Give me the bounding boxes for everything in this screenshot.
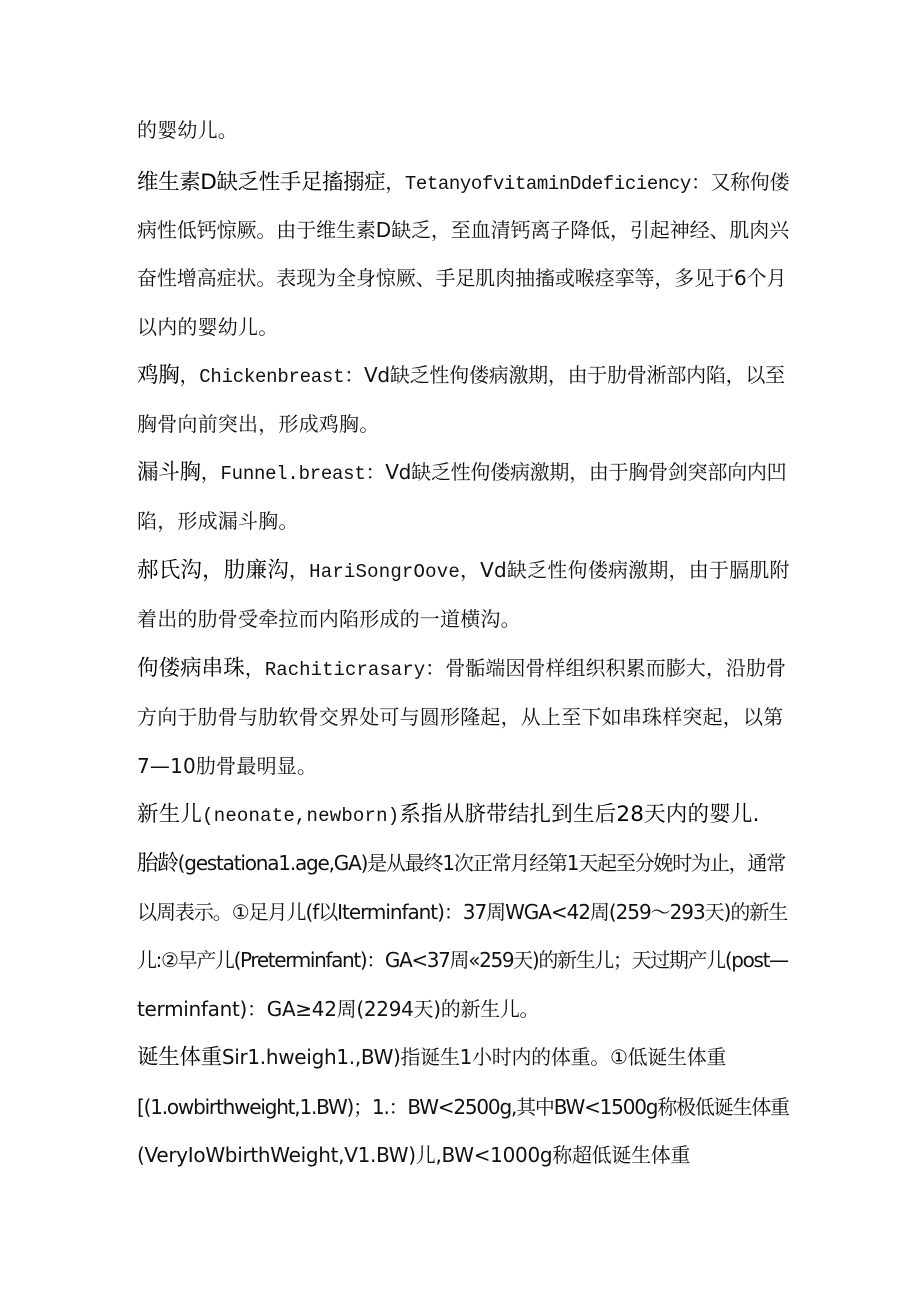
definition-text: 系指从脐带结扎到生后28天内的婴儿. [399, 802, 760, 827]
definition-text: ：Vd缺乏性佝偻病激期，由于胸骨剑突部向内凹 [365, 460, 787, 484]
english-term: Chickenbreast [199, 366, 345, 388]
term-title: 胎龄 [137, 851, 178, 876]
text-line: 方向于肋骨与肋软骨交界处可与圆形隆起，从上至下如串珠样突起，以第 [137, 705, 784, 729]
definition-vitd-tetany [137, 168, 790, 198]
separator: ， [244, 656, 265, 680]
text-line: 奋性增高症状。表现为全身惊厥、手足肌肉抽搐或喉痉挛等，多见于6个月 [137, 266, 787, 290]
definition-harrison-groove [137, 556, 790, 586]
term-title: 新生儿 [137, 802, 203, 827]
text-line: 以周表示。①足月儿(f以Iterminfant)：37周WGA<42周(259〜293天)的新生 [137, 900, 788, 924]
text-line: 陷，形成漏斗胸。 [137, 509, 299, 533]
text-line: 的婴幼儿。 [137, 118, 238, 142]
definition-gestational-age [137, 849, 790, 878]
definition-chicken-breast [137, 361, 790, 391]
text-line: 儿:②早产儿(Preterminfant)：GA<37周«259天)的新生儿；天过期产儿(post— [137, 948, 788, 972]
definition-text: ：又称佝偻 [690, 170, 789, 194]
separator: ， [179, 363, 200, 387]
definition-funnel-breast [137, 458, 790, 488]
definition-text: (gestationa1.age,GA)是从最终1次正常月经第1天起至分娩时为止，通常 [177, 851, 786, 875]
english-term: HariSongrOove [309, 561, 460, 583]
term-title: 漏斗胸 [137, 460, 201, 485]
text-line: 以内的婴幼儿。 [137, 315, 279, 339]
term-title: 维生素D缺乏性手足搐搦症 [137, 170, 386, 195]
term-title: 郝氏沟，肋廉沟 [137, 558, 289, 583]
term-title: 鸡胸 [137, 363, 180, 388]
separator: ， [385, 170, 405, 194]
text-line: 病性低钙惊厥。由于维生素D缺乏，至血清钙离子降低，引起神经、肌肉兴 [137, 218, 790, 242]
definition-text: ：骨骺端因骨样组织积累而膨大，沿肋骨 [425, 656, 787, 680]
separator: ， [288, 558, 310, 582]
separator: ， [200, 460, 221, 484]
term-title: 佝偻病串珠 [137, 656, 245, 681]
text-line: (VeryIoWbirthWeight,V1.BW)儿,BW<1000g称超低诞生体重 [137, 1143, 691, 1167]
english-term: TetanyofvitaminDdeficiency [404, 173, 691, 195]
definition-text: ，Vd缺乏性佝偻病激期，由于膈肌附 [459, 558, 790, 582]
english-term: Rachiticrasary [264, 659, 426, 681]
definition-text: Sir1.hweigh1.,BW)指诞生1小时内的体重。①低诞生体重 [221, 1045, 727, 1069]
definition-neonate [137, 800, 790, 830]
definition-birth-weight [137, 1043, 790, 1072]
text-line: terminfant)：GA≥42周(2294天)的新生儿。 [137, 997, 540, 1021]
text-line: 着出的肋骨受牵拉而内陷形成的一道横沟。 [137, 607, 521, 631]
text-line: [(1.owbirthweight,1.BW)；1.：BW<2500g,其中BW<1500g称极低诞生体重 [137, 1095, 789, 1119]
english-term: Funnel.breast [220, 463, 366, 485]
definition-text: ：Vd缺乏性佝偻病激期，由于肋骨淅部内陷，以至 [344, 363, 785, 387]
definition-rachitic-rosary [137, 654, 790, 684]
english-term: (neonate,newborn) [202, 805, 400, 827]
text-line: 7—10肋骨最明显。 [137, 754, 318, 778]
text-line: 胸骨向前突出，形成鸡胸。 [137, 412, 380, 436]
term-title: 诞生体重 [137, 1045, 222, 1070]
